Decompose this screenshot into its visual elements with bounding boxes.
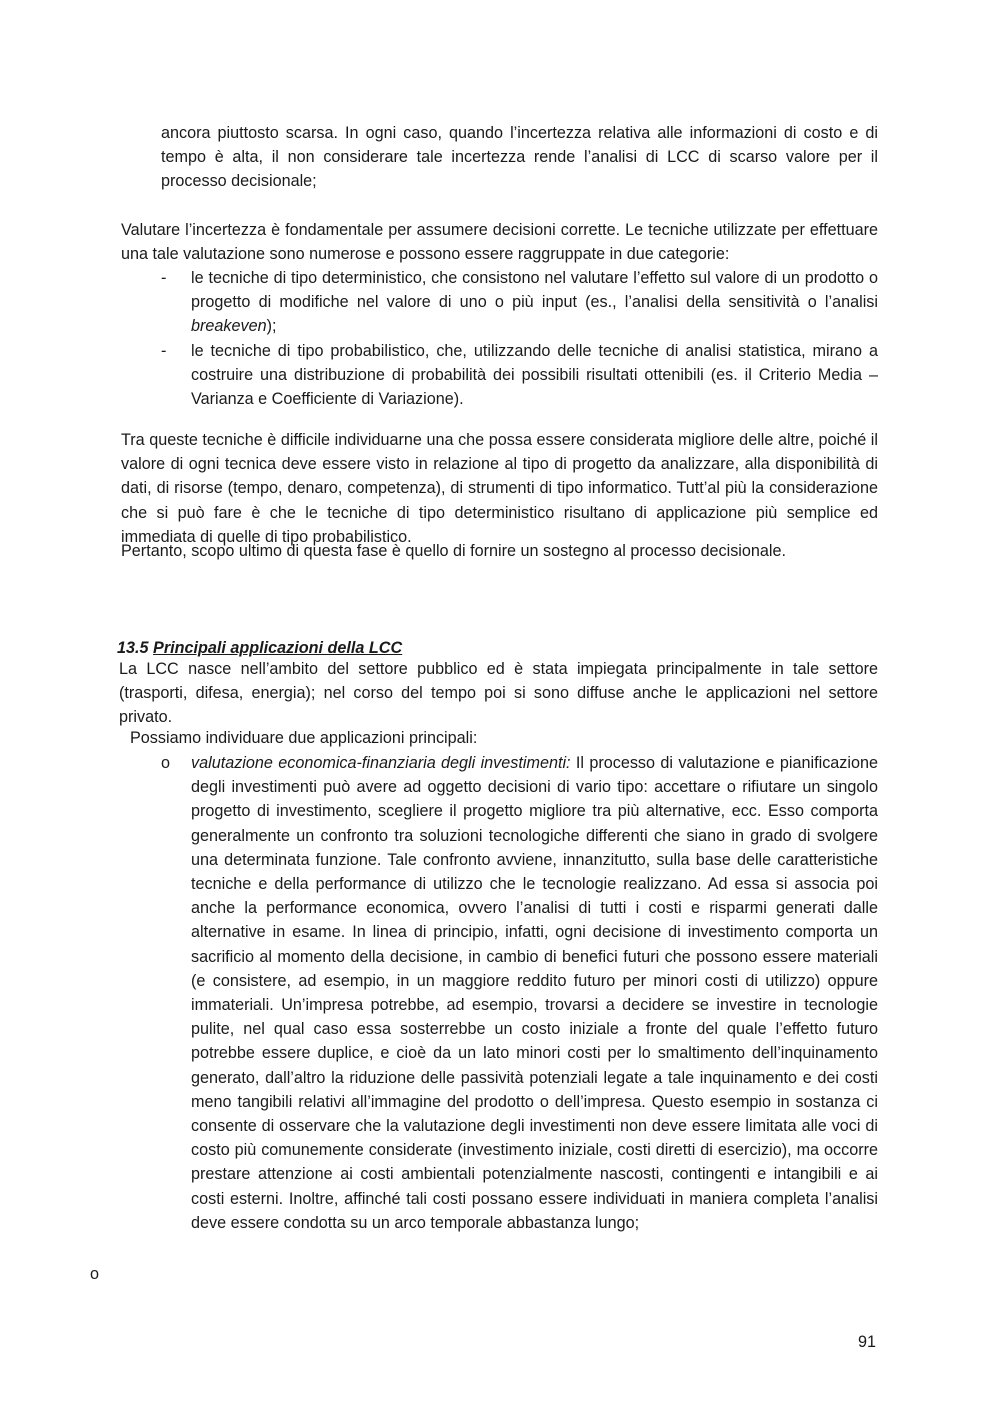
list-item-body-end: ); [266, 317, 277, 336]
stray-list-marker: o [90, 1265, 100, 1283]
continuation-line: processo decisionale; [161, 172, 317, 191]
circle-bullet: o [161, 754, 171, 772]
continuation-line: ancora piuttosto scarsa. In ogni caso, quando l’incertezza relativa alle informazioni di costo e di [161, 124, 878, 142]
dash-bullet: - [161, 269, 167, 287]
list-item-body: le tecniche di tipo deterministico, che consistono nel valutare l’effetto sul valore di un prodotto o progetto di modifiche nel valore di uno o più input (es., l’analisi della sensitività o l’analisi [191, 269, 878, 312]
section-lead-sentence: Possiamo individuare due applicazioni principali: [130, 729, 478, 747]
list-item-text [191, 339, 878, 412]
page-number: 91 [858, 1333, 877, 1351]
section-intro-paragraph: La LCC nasce nell’ambito del settore pubblico ed è stata impiegata principalmente in tale settore (trasporti, difesa, energia); nel corso del tempo poi si sono diffuse anche le applicazioni nel settore privato. [119, 660, 878, 727]
list-item-body: le tecniche di tipo probabilistico, che, utilizzando delle tecniche di analisi statistica, mirano a costruire una distribuzione di probabilità dei possibili risultati ottenibili (es. il Criterio Media – Varianza e Coefficiente di Variazione). [191, 342, 878, 409]
section-number: 13.5 [117, 639, 149, 657]
application-text [191, 751, 878, 1235]
comparison-paragraph: Tra queste tecniche è difficile individuarne una che possa essere considerata migliore delle altre, poiché il valore di ogni tecnica deve essere visto in relazione al tipo di progetto da analizzare, alla disponibilità di dati, di risorse (tempo, denaro, competenza), di strumenti di tipo informatico. Tutt’al più la considerazione che si può fare è che le tecniche di tipo deterministico risultano di applicazione più semplice ed immediata di quelle di tipo probabilistico. [121, 431, 878, 546]
section-title: Principali applicazioni della LCC [153, 639, 403, 657]
continuation-line: tempo è alta, il non considerare tale incertezza rende l’analisi di LCC di scarso valore per il [161, 148, 878, 167]
application-label: valutazione economica-finanziaria degli investimenti: [191, 754, 571, 772]
list-item-text [191, 266, 878, 339]
italic-term: breakeven [191, 317, 267, 336]
closing-sentence: Pertanto, scopo ultimo di questa fase è quello di fornire un sostegno al processo decisionale. [121, 542, 786, 560]
continuation-paragraph [161, 121, 878, 194]
application-body: Il processo di valutazione e pianificazione degli investimenti può avere ad oggetto decisioni di vario tipo: accettare o rifiutare un singolo progetto di investimento, scegliere il progetto migliore tra più alternative, ecc. Esso comporta generalmente un confronto tra soluzioni tecnologiche differenti che siano in grado di svolgere una determinata funzione. Tale confronto avviene, innanzitutto, sulla base delle caratteristiche tecniche e della performance di utilizzo che le tecnologie realizzano. Ad essa si associa poi anche la performance economica, ovvero l’analisi di tutti i costi e risparmi generati dalle alternative in esame. In linea di principio, infatti, ogni decisione di investimento comporta un sacrificio al momento della decisione, in cambio di benefici futuri che possono essere materiali (e consistere, ad esempio, in un maggiore reddito futuro per minori costi di utilizzo) oppure immateriali. Un’impresa potrebbe, ad esempio, trovarsi a decidere se investire in tecnologie pulite, nel qual caso essa sosterrebbe un costo iniziale a fronte del quale l’effetto futuro potrebbe essere duplice, e cioè da un lato minori costi per lo smaltimento dell’inquinamento generato, dall’altro la riduzione delle passività potenziali legate a tale inquinamento e dei costi meno tangibili relativi all’immagine del prodotto o dell’impresa. Questo esempio in sostanza ci consente di osservare che la valutazione degli investimenti non deve essere limitata alle voci di costo più comunemente considerate (investimento iniziale, costi diretti di esercizio), ma occorre prestare attenzione ai costi ambientali potenzialmente nascosti, contingenti e intangibili e ai costi esterni. Inoltre, affinché tali costi possano essere individuati in maniera completa l’analisi deve essere condotta su un arco temporale abbastanza lungo; [191, 754, 878, 1232]
dash-bullet: - [161, 342, 167, 360]
intro-paragraph: Valutare l’incertezza è fondamentale per assumere decisioni corrette. Le tecniche utilizzate per effettuare una tale valutazione sono numerose e possono essere raggruppate in due categorie: [121, 221, 878, 264]
